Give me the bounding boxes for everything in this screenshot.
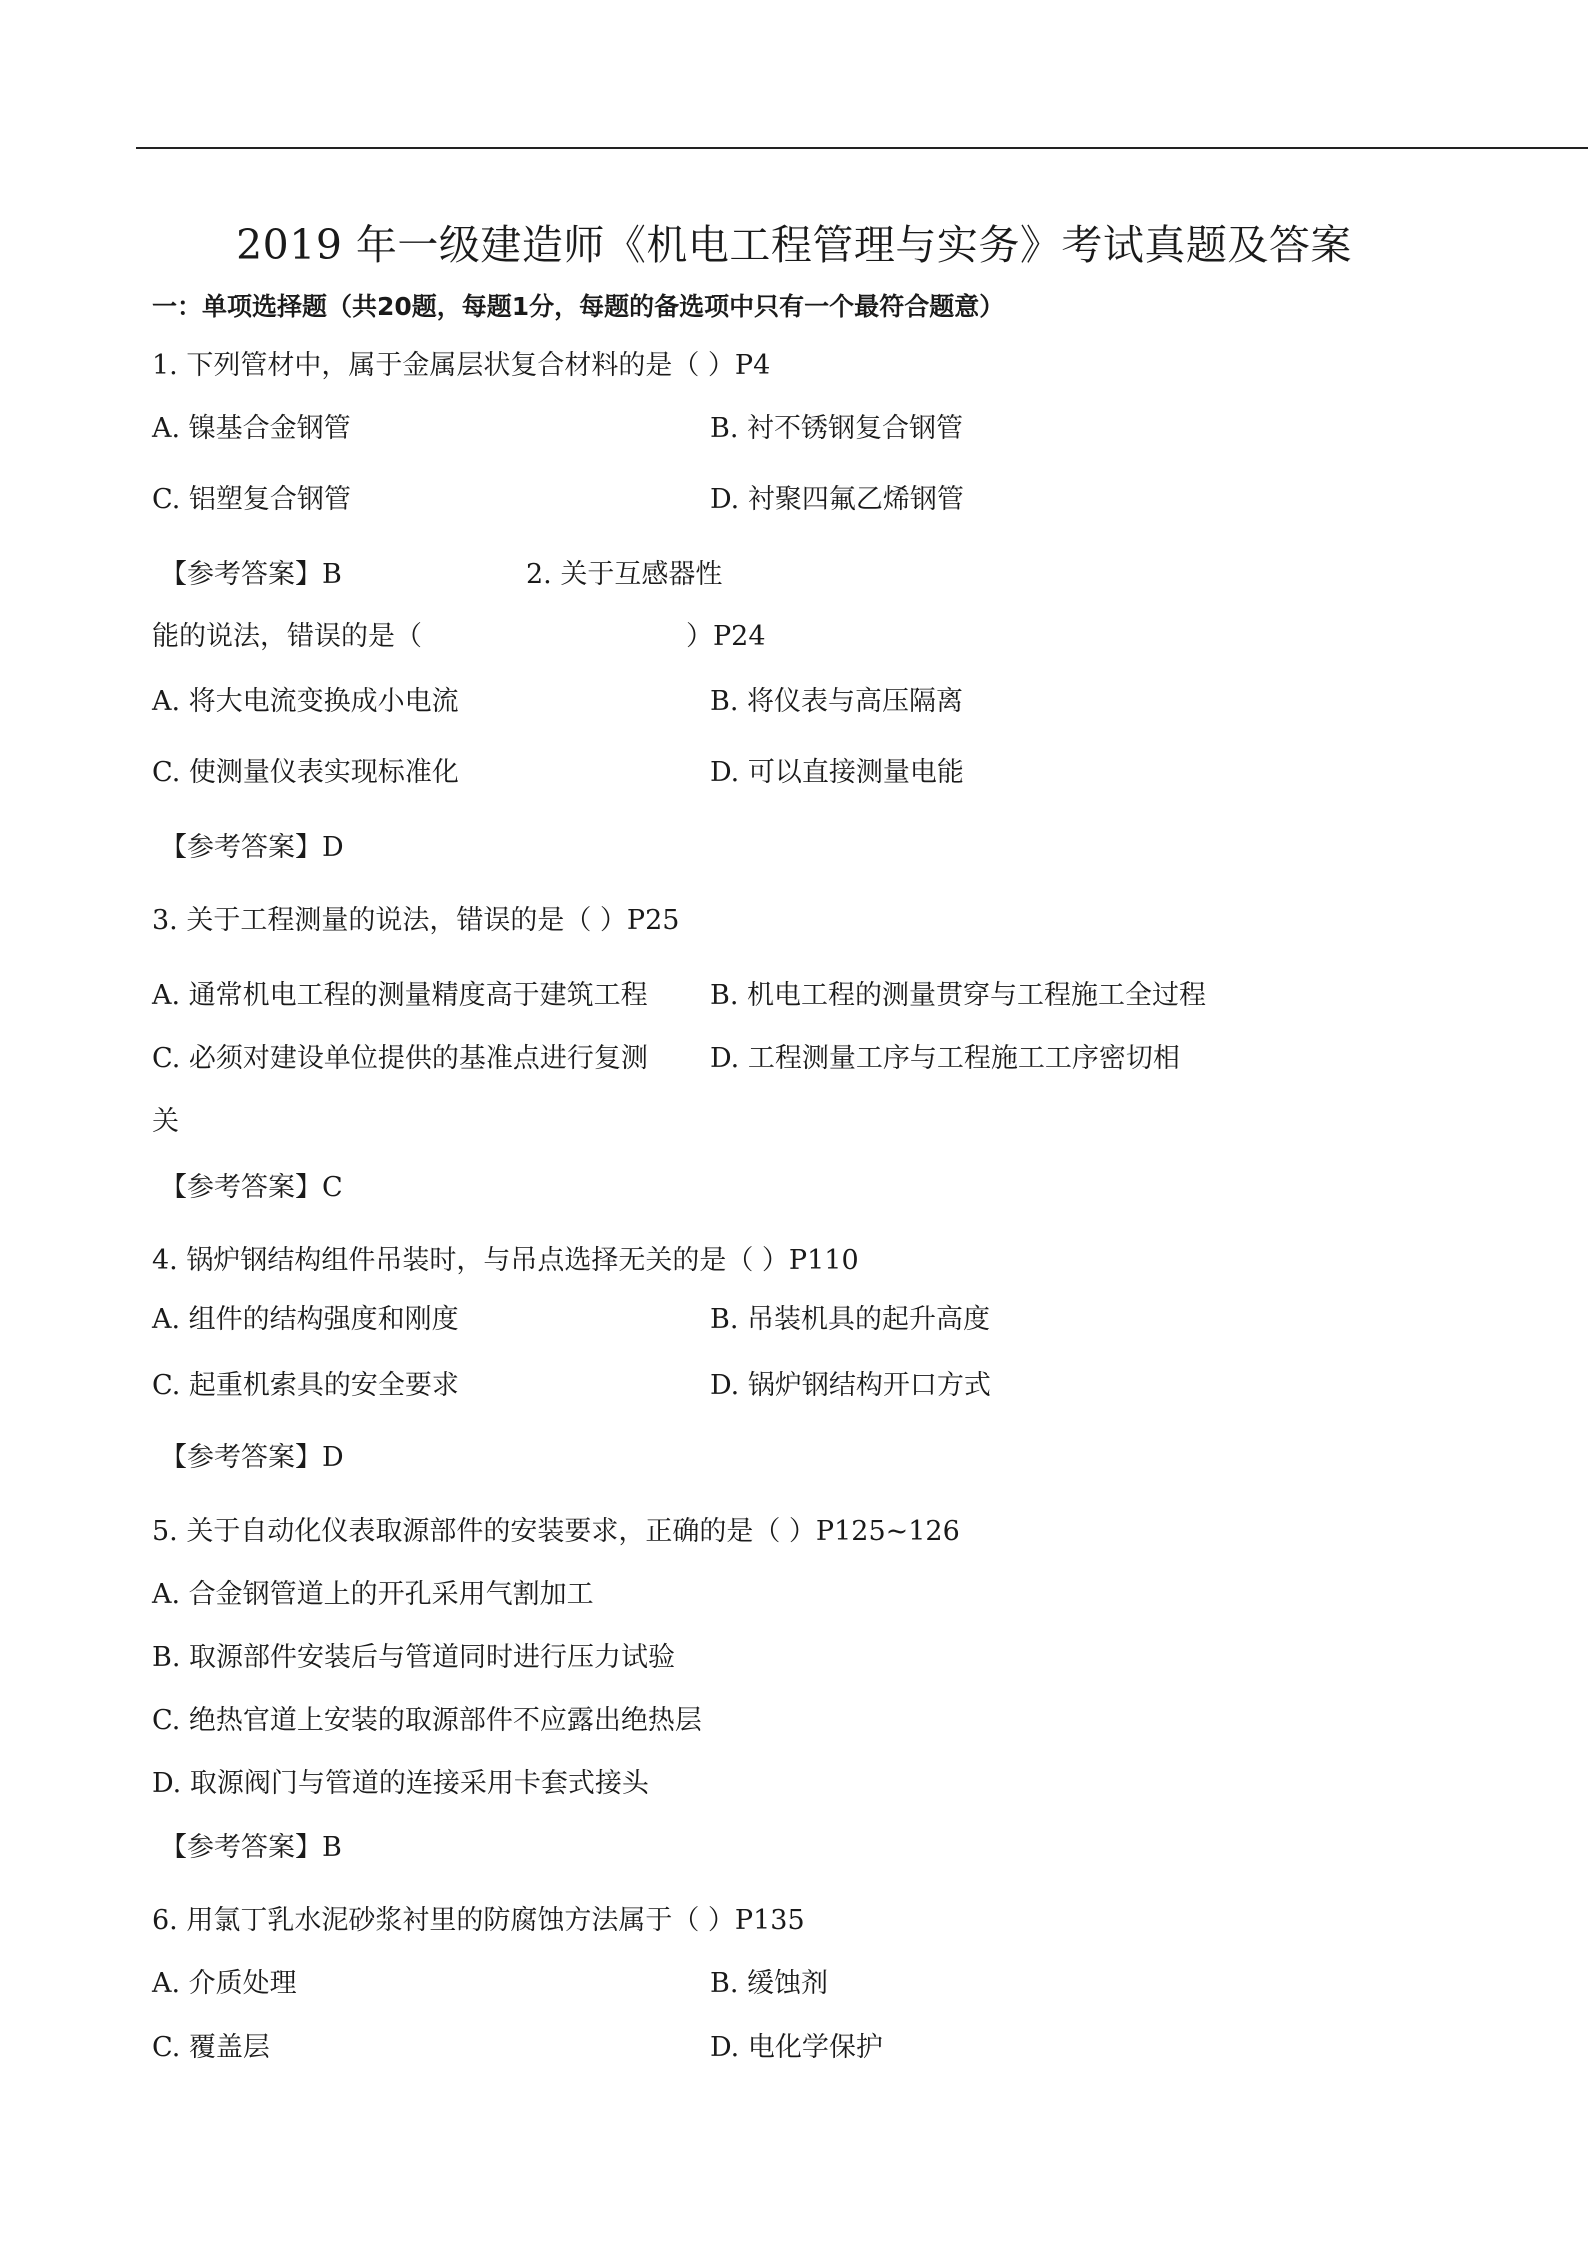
question-2-stem-part1: 2. 关于互感器性 <box>526 559 723 590</box>
question-1-option-a: A. 镍基合金钢管 <box>152 413 351 444</box>
question-2-answer: 【参考答案】D <box>160 832 344 863</box>
question-5-stem: 5. 关于自动化仪表取源部件的安装要求，正确的是（ ）P125~126 <box>152 1516 960 1547</box>
question-5-option-d: D. 取源阀门与管道的连接采用卡套式接头 <box>152 1768 649 1799</box>
header-rule <box>136 147 1588 149</box>
question-3-answer: 【参考答案】C <box>160 1172 343 1203</box>
question-6-option-a: A. 介质处理 <box>152 1968 297 1999</box>
section-heading: 一：单项选择题（共20题，每题1分，每题的备选项中只有一个最符合题意） <box>152 292 1005 321</box>
question-1-answer: 【参考答案】B <box>160 559 342 590</box>
question-6-stem: 6. 用氯丁乳水泥砂浆衬里的防腐蚀方法属于（ ）P135 <box>152 1905 805 1936</box>
question-3-option-b: B. 机电工程的测量贯穿与工程施工全过程 <box>710 980 1207 1011</box>
question-5-answer: 【参考答案】B <box>160 1832 342 1863</box>
question-2-option-d: D. 可以直接测量电能 <box>710 757 964 788</box>
document-title: 2019 年一级建造师《机电工程管理与实务》考试真题及答案 <box>236 221 1352 269</box>
question-1-stem: 1. 下列管材中，属于金属层状复合材料的是（ ）P4 <box>152 350 771 381</box>
question-5-option-b: B. 取源部件安装后与管道同时进行压力试验 <box>152 1642 676 1673</box>
question-2-stem-part2: 能的说法，错误的是（ <box>152 621 422 652</box>
question-3-option-d-continuation: 关 <box>152 1106 179 1137</box>
question-3-stem: 3. 关于工程测量的说法，错误的是（ ）P25 <box>152 905 680 936</box>
question-5-option-c: C. 绝热官道上安装的取源部件不应露出绝热层 <box>152 1705 702 1736</box>
question-4-answer: 【参考答案】D <box>160 1442 344 1473</box>
question-5-option-a: A. 合金钢管道上的开孔采用气割加工 <box>152 1579 594 1610</box>
question-4-stem: 4. 锅炉钢结构组件吊装时，与吊点选择无关的是（ ）P110 <box>152 1245 859 1276</box>
question-6-option-d: D. 电化学保护 <box>710 2032 883 2063</box>
question-1-option-d: D. 衬聚四氟乙烯钢管 <box>710 484 964 515</box>
question-4-option-c: C. 起重机索具的安全要求 <box>152 1370 459 1401</box>
question-3-option-a: A. 通常机电工程的测量精度高于建筑工程 <box>152 980 648 1011</box>
question-4-option-a: A. 组件的结构强度和刚度 <box>152 1304 459 1335</box>
question-3-option-c: C. 必须对建设单位提供的基准点进行复测 <box>152 1043 648 1074</box>
question-4-option-d: D. 锅炉钢结构开口方式 <box>710 1370 991 1401</box>
question-2-stem-part3: ）P24 <box>686 621 766 652</box>
question-1-option-c: C. 铝塑复合钢管 <box>152 484 351 515</box>
question-4-option-b: B. 吊装机具的起升高度 <box>710 1304 991 1335</box>
question-1-option-b: B. 衬不锈钢复合钢管 <box>710 413 964 444</box>
question-3-option-d: D. 工程测量工序与工程施工工序密切相 <box>710 1043 1180 1074</box>
question-6-option-b: B. 缓蚀剂 <box>710 1968 829 1999</box>
question-2-option-a: A. 将大电流变换成小电流 <box>152 686 459 717</box>
question-2-option-c: C. 使测量仪表实现标准化 <box>152 757 459 788</box>
question-6-option-c: C. 覆盖层 <box>152 2032 270 2063</box>
question-2-option-b: B. 将仪表与高压隔离 <box>710 686 964 717</box>
